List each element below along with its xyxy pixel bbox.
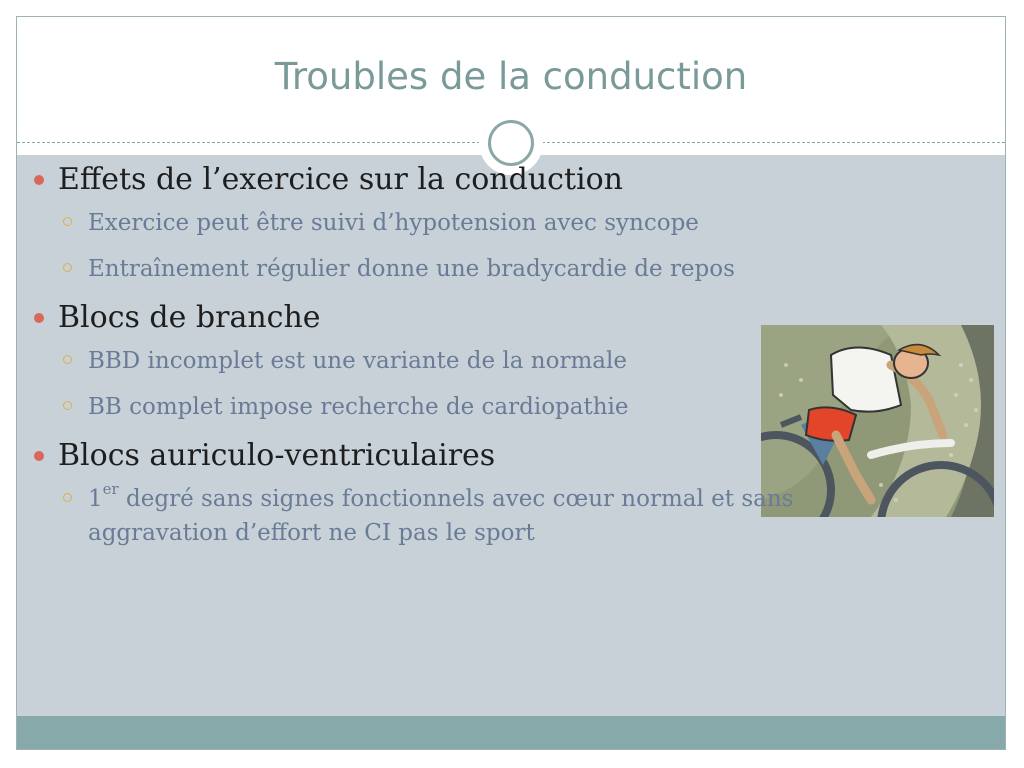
sub-bullet-text: degré sans signes fonctionnels avec cœur normal et sans aggravation d’effort ne CI pas le sport <box>88 486 794 546</box>
ring-bullet-icon <box>63 401 72 410</box>
bullet-dot-icon <box>34 175 44 185</box>
bullet-level1 <box>30 298 970 338</box>
ring-bullet-icon <box>63 217 72 226</box>
bullet-level1 <box>30 436 970 476</box>
bullet-level2 <box>30 482 908 550</box>
bullet-level2 <box>30 390 970 424</box>
sub-bullet-text: BBD incomplet est une variante de la normale <box>88 348 627 374</box>
bullet-level2 <box>30 252 970 286</box>
bullet-text: Blocs auriculo-ventriculaires <box>58 438 496 473</box>
sub-bullet-prefix: 1 <box>88 486 103 512</box>
sub-bullet-text: Entraînement régulier donne une bradycardie de repos <box>88 256 735 282</box>
sub-bullet-text: Exercice peut être suivi d’hypotension avec syncope <box>88 210 699 236</box>
bullet-level2 <box>30 206 970 240</box>
bullet-dot-icon <box>34 313 44 323</box>
bullet-level2 <box>30 344 970 378</box>
ring-bullet-icon <box>63 263 72 272</box>
sub-bullet-text: BB complet impose recherche de cardiopathie <box>88 394 629 420</box>
ring-bullet-icon <box>63 493 72 502</box>
bullet-text: Blocs de branche <box>58 300 321 335</box>
bullet-text: Effets de l’exercice sur la conduction <box>58 162 623 197</box>
slide-title: Troubles de la conduction <box>274 55 748 98</box>
sub-bullet-sup: er <box>102 480 119 499</box>
bullet-dot-icon <box>34 451 44 461</box>
footer-bar <box>17 716 1005 750</box>
bullet-level1 <box>30 160 970 200</box>
bullet-list <box>30 160 970 562</box>
ring-bullet-icon <box>63 355 72 364</box>
